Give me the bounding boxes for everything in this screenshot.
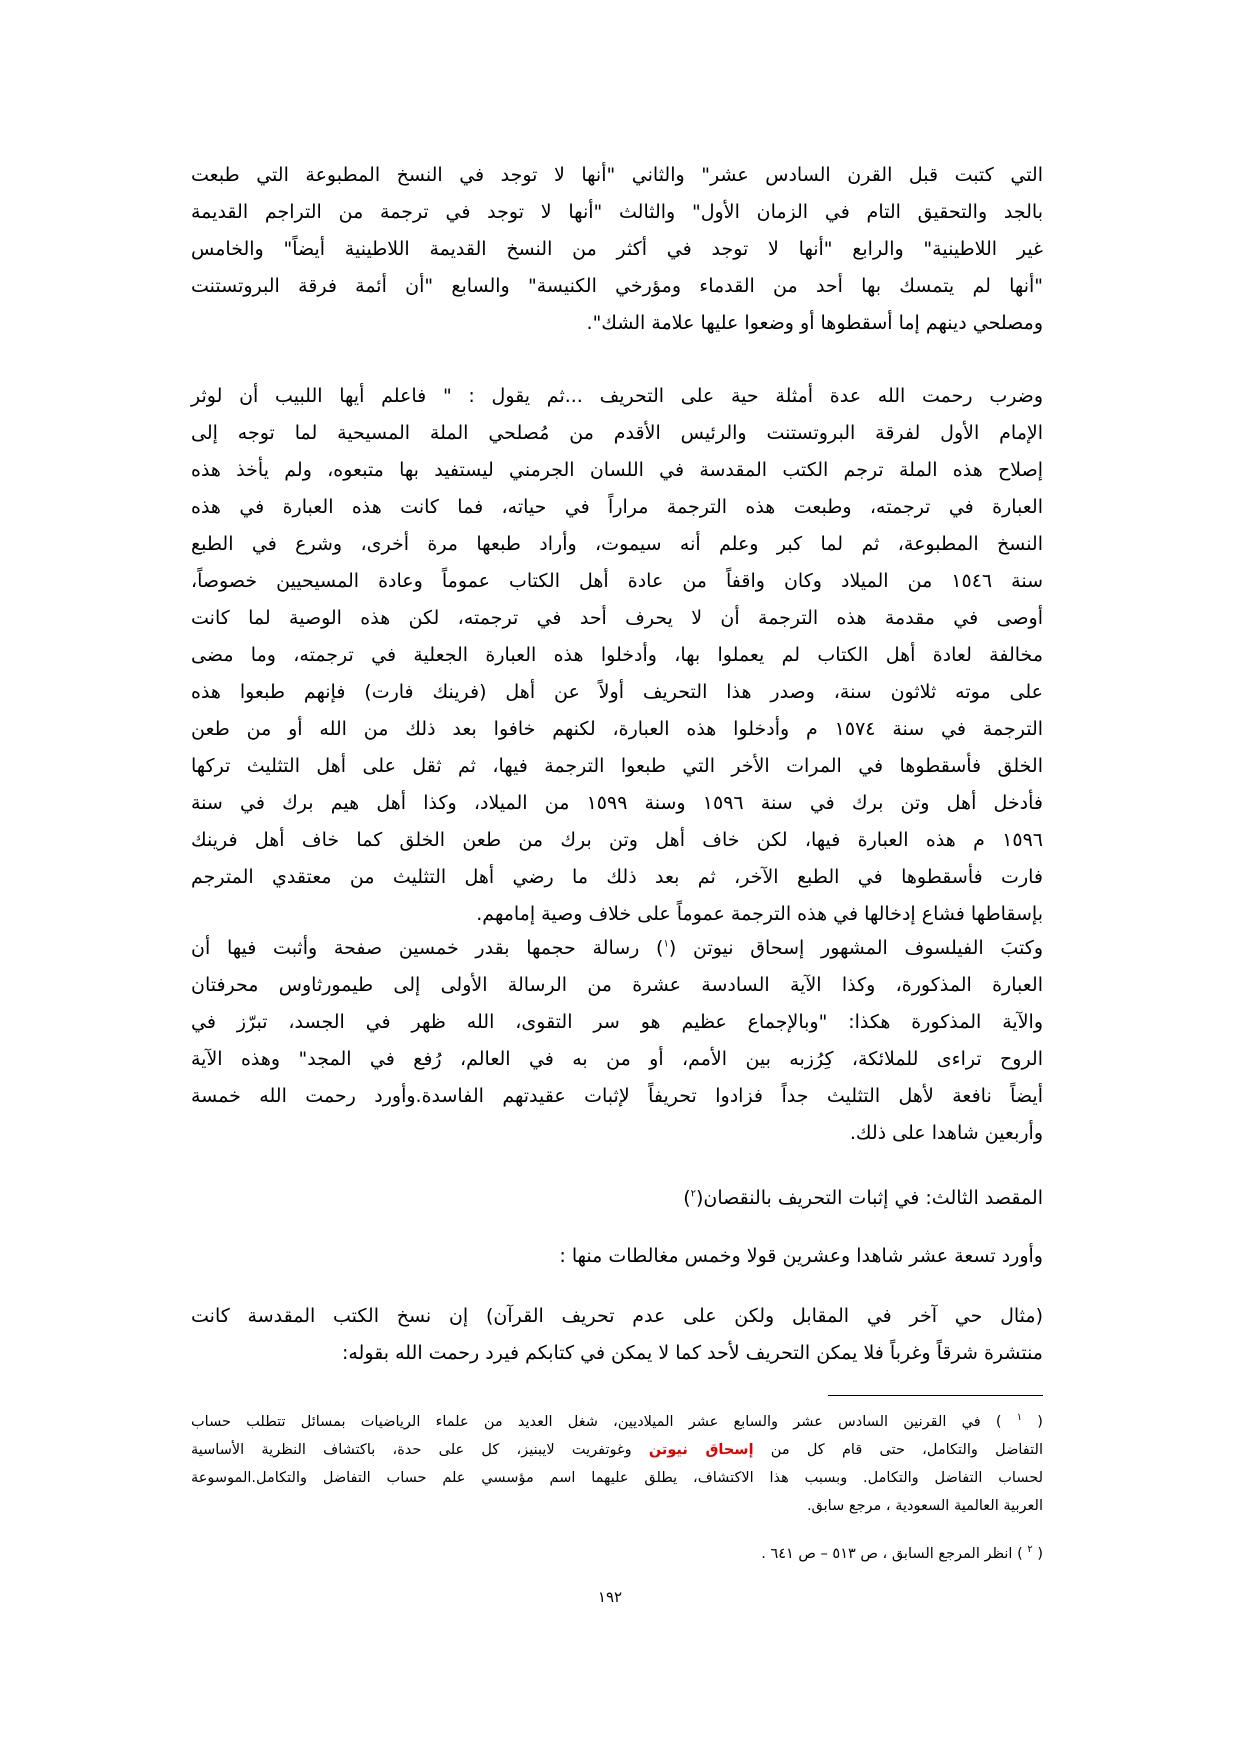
text: ( xyxy=(1022,1414,1043,1430)
section-heading xyxy=(191,1180,1043,1217)
paragraph-line: والآية المذكورة هكذا: "وبالإجماع عظيم هو سر التقوى، الله ظهر في الجسد، تبرّز في xyxy=(191,1011,1043,1033)
text: وغوتفريت لايبنيز، كل على حدة، باكتشاف النظرية الأساسية xyxy=(191,1442,649,1458)
paragraph-line: "أنها لم يتمسك بها أحد من القدماء ومؤرخي الكنيسة" والسابع "أن أئمة فرقة البروتستنت xyxy=(191,275,1043,297)
footnote-line: لحساب التفاضل والتكامل. وبسبب هذا الاكتشاف، يطلق عليهما اسم مؤسسي علم حساب التفاضل والتكامل.الموسوعة xyxy=(191,1470,1043,1486)
paragraph-1 xyxy=(191,157,1043,342)
footnote-1 xyxy=(191,1408,1043,1520)
text: ) xyxy=(995,1414,1017,1430)
paragraph-line: سنة ١٥٤٦ من الميلاد وكان واقفاً من عادة أهل الكتاب عموماً وعادة المسيحيين خصوصاً، xyxy=(191,570,1043,592)
paragraph-line: وضرب رحمت الله عدة أمثلة حية على التحريف ...ثم يقول : " فاعلم أيها اللبيب أن لوثر xyxy=(191,385,1043,407)
text: ( xyxy=(1032,1546,1043,1562)
paragraph-line: ١٥٩٦ م هذه العبارة فيها، لكن خاف أهل وتن برك من طعن الخلق كما خاف أهل فرينك xyxy=(191,829,1043,851)
paragraph-line: فارت فأسقطوها في الطبع الآخر، ثم بعد ذلك ما رضي أهل التثليث من معتقدي المترجم xyxy=(191,866,1043,888)
paragraph-line: أيضاً نافعة لأهل التثليث جداً فزادوا تحريفاً لإثبات عقيدتهم الفاسدة.وأورد رحمت الله خمسة xyxy=(191,1085,1043,1107)
heading-line xyxy=(191,1180,1043,1217)
paragraph-line: بالجد والتحقيق التام في الزمان الأول" والثالث "أنها لا توجد في ترجمة من التراجم القديمة xyxy=(191,201,1043,223)
text: ) xyxy=(683,1187,691,1209)
footnote-line: العربية العالمية السعودية ، مرجع سابق. xyxy=(806,1498,1043,1514)
footnote-line xyxy=(191,1408,1043,1436)
paragraph-line: بإسقاطها فشاع إدخالها في هذه الترجمة عموماً على خلاف وصية إمامهم. xyxy=(476,903,1043,925)
footnote-line xyxy=(191,1436,1043,1464)
paragraph-line: غير اللاطينية" والرابع "أنها لا توجد في أكثر من النسخ القديمة اللاطينية أيضاً" والخامس xyxy=(191,238,1043,260)
paragraph-line: إصلاح هذه الملة ترجم الكتب المقدسة في اللسان الجرمني ليستفيد بها متبعوه، ولم يأخذ هذه xyxy=(191,459,1043,481)
text: ) رسالة حجمها بقدر خمسين صفحة وأثبت فيها أن xyxy=(191,937,664,959)
paragraph-line: الترجمة في سنة ١٥٧٤ م وأدخلوا هذه العبارة، لكنهم خافوا بعد ذلك من الله أو من طعن xyxy=(191,718,1044,740)
paragraph-line: أوصى في مقدمة هذه الترجمة أن لا يحرف أحد في ترجمته، لكن هذه الوصية لما كانت xyxy=(191,607,1043,629)
text: التفاضل والتكامل، حتى قام كل من xyxy=(753,1442,1043,1458)
paragraph-line: (مثال حي آخر في المقابل ولكن على عدم تحريف القرآن) إن نسخ الكتب المقدسة كانت xyxy=(191,1305,1043,1327)
paragraph-line: التي كتبت قبل القرن السادس عشر" والثاني "أنها لا توجد في النسخ المطبوعة التي طبعت xyxy=(191,164,1043,186)
text: انظر المرجع السابق ، ص ٥١٣ – ص ٦٤١ . xyxy=(761,1546,1018,1562)
paragraph-6 xyxy=(191,1298,1043,1372)
paragraph-line xyxy=(191,930,1043,967)
footnote-marker: ١ xyxy=(1016,1412,1023,1424)
paragraph-line: العبارة المذكورة، وكذا الآية السادسة عشرة من الرسالة الأولى إلى طيمورثاوس محرفتان xyxy=(191,974,1043,996)
footnote-2 xyxy=(191,1540,1043,1568)
paragraph-line: مخالفة لعادة أهل الكتاب لم يعملوا بها، وأدخلوا هذه العبارة الجعلية في ترجمته، وما مضى xyxy=(191,644,1043,666)
paragraph-line: الروح تراءى للملائكة، كِرُزبه بين الأمم، أو من به في العالم، رُفع في المجد" وهذه الآية xyxy=(191,1048,1043,1070)
paragraph-line: وأربعين شاهدا على ذلك. xyxy=(849,1122,1043,1144)
text: في القرنين السادس عشر والسابع عشر الميلاديين، شغل العديد من علماء الرياضيات بمسائل تتطلب حساب xyxy=(191,1414,996,1430)
footnote-separator xyxy=(828,1395,1043,1396)
paragraph-3 xyxy=(191,930,1043,1152)
text: وكتبَ الفيلسوف المشهور إسحاق نيوتن ( xyxy=(668,937,1043,959)
paragraph-line: الإمام الأول لفرقة البروتستنت والرئيس الأقدم من مُصلحي الملة المسيحية لما توجه إلى xyxy=(191,422,1043,444)
page-number: ١٩٢ xyxy=(597,1588,623,1606)
text: ) xyxy=(1017,1546,1028,1562)
highlighted-name: إسحاق نيوتن xyxy=(648,1442,754,1458)
paragraph-5 xyxy=(191,1238,1043,1275)
footnote-ref-2[interactable]: ٢ xyxy=(690,1188,696,1200)
paragraph-line: وأورد تسعة عشر شاهدا وعشرين قولا وخمس مغالطات منها : xyxy=(559,1245,1043,1267)
paragraph-line: ومصلحي دينهم إما أسقطوها أو وضعوا عليها علامة الشك". xyxy=(586,312,1043,334)
paragraph-line: فأدخل أهل وتن برك في سنة ١٥٩٦ وسنة ١٥٩٩ من الميلاد، وكذا أهل هيم برك في سنة xyxy=(191,792,1043,814)
paragraph-line: الخلق فأسقطوها في المرات الأخر التي طبعوا الترجمة فيها، ثم ثقل على أهل التثليث تركها xyxy=(191,755,1043,777)
heading-text: المقصد الثالث: في إثبات التحريف بالنقصان( xyxy=(696,1187,1043,1209)
footnote-ref-1[interactable]: ١ xyxy=(663,938,669,950)
paragraph-line: النسخ المطبوعة، ثم لما كبر وعلم أنه سيموت، وأراد طبعها مرة أخرى، وشرع في الطبع xyxy=(191,533,1043,555)
footnote-marker: ٢ xyxy=(1027,1544,1033,1556)
paragraph-2 xyxy=(191,378,1043,933)
paragraph-line: على موته ثلاثون سنة، وصدر هذا التحريف أولاً عن أهل (فرينك فارت) فإنهم طبعوا هذه xyxy=(191,681,1043,703)
paragraph-line: العبارة في ترجمته، وطبعت هذه الترجمة مراراً في حياته، فما كانت هذه العبارة في هذه xyxy=(191,496,1043,518)
paragraph-line: منتشرة شرقاً وغرباً فلا يمكن التحريف لأحد كما لا يمكن في كتابكم فيرد رحمت الله بقوله: xyxy=(341,1342,1043,1364)
footnote-line xyxy=(191,1540,1043,1568)
